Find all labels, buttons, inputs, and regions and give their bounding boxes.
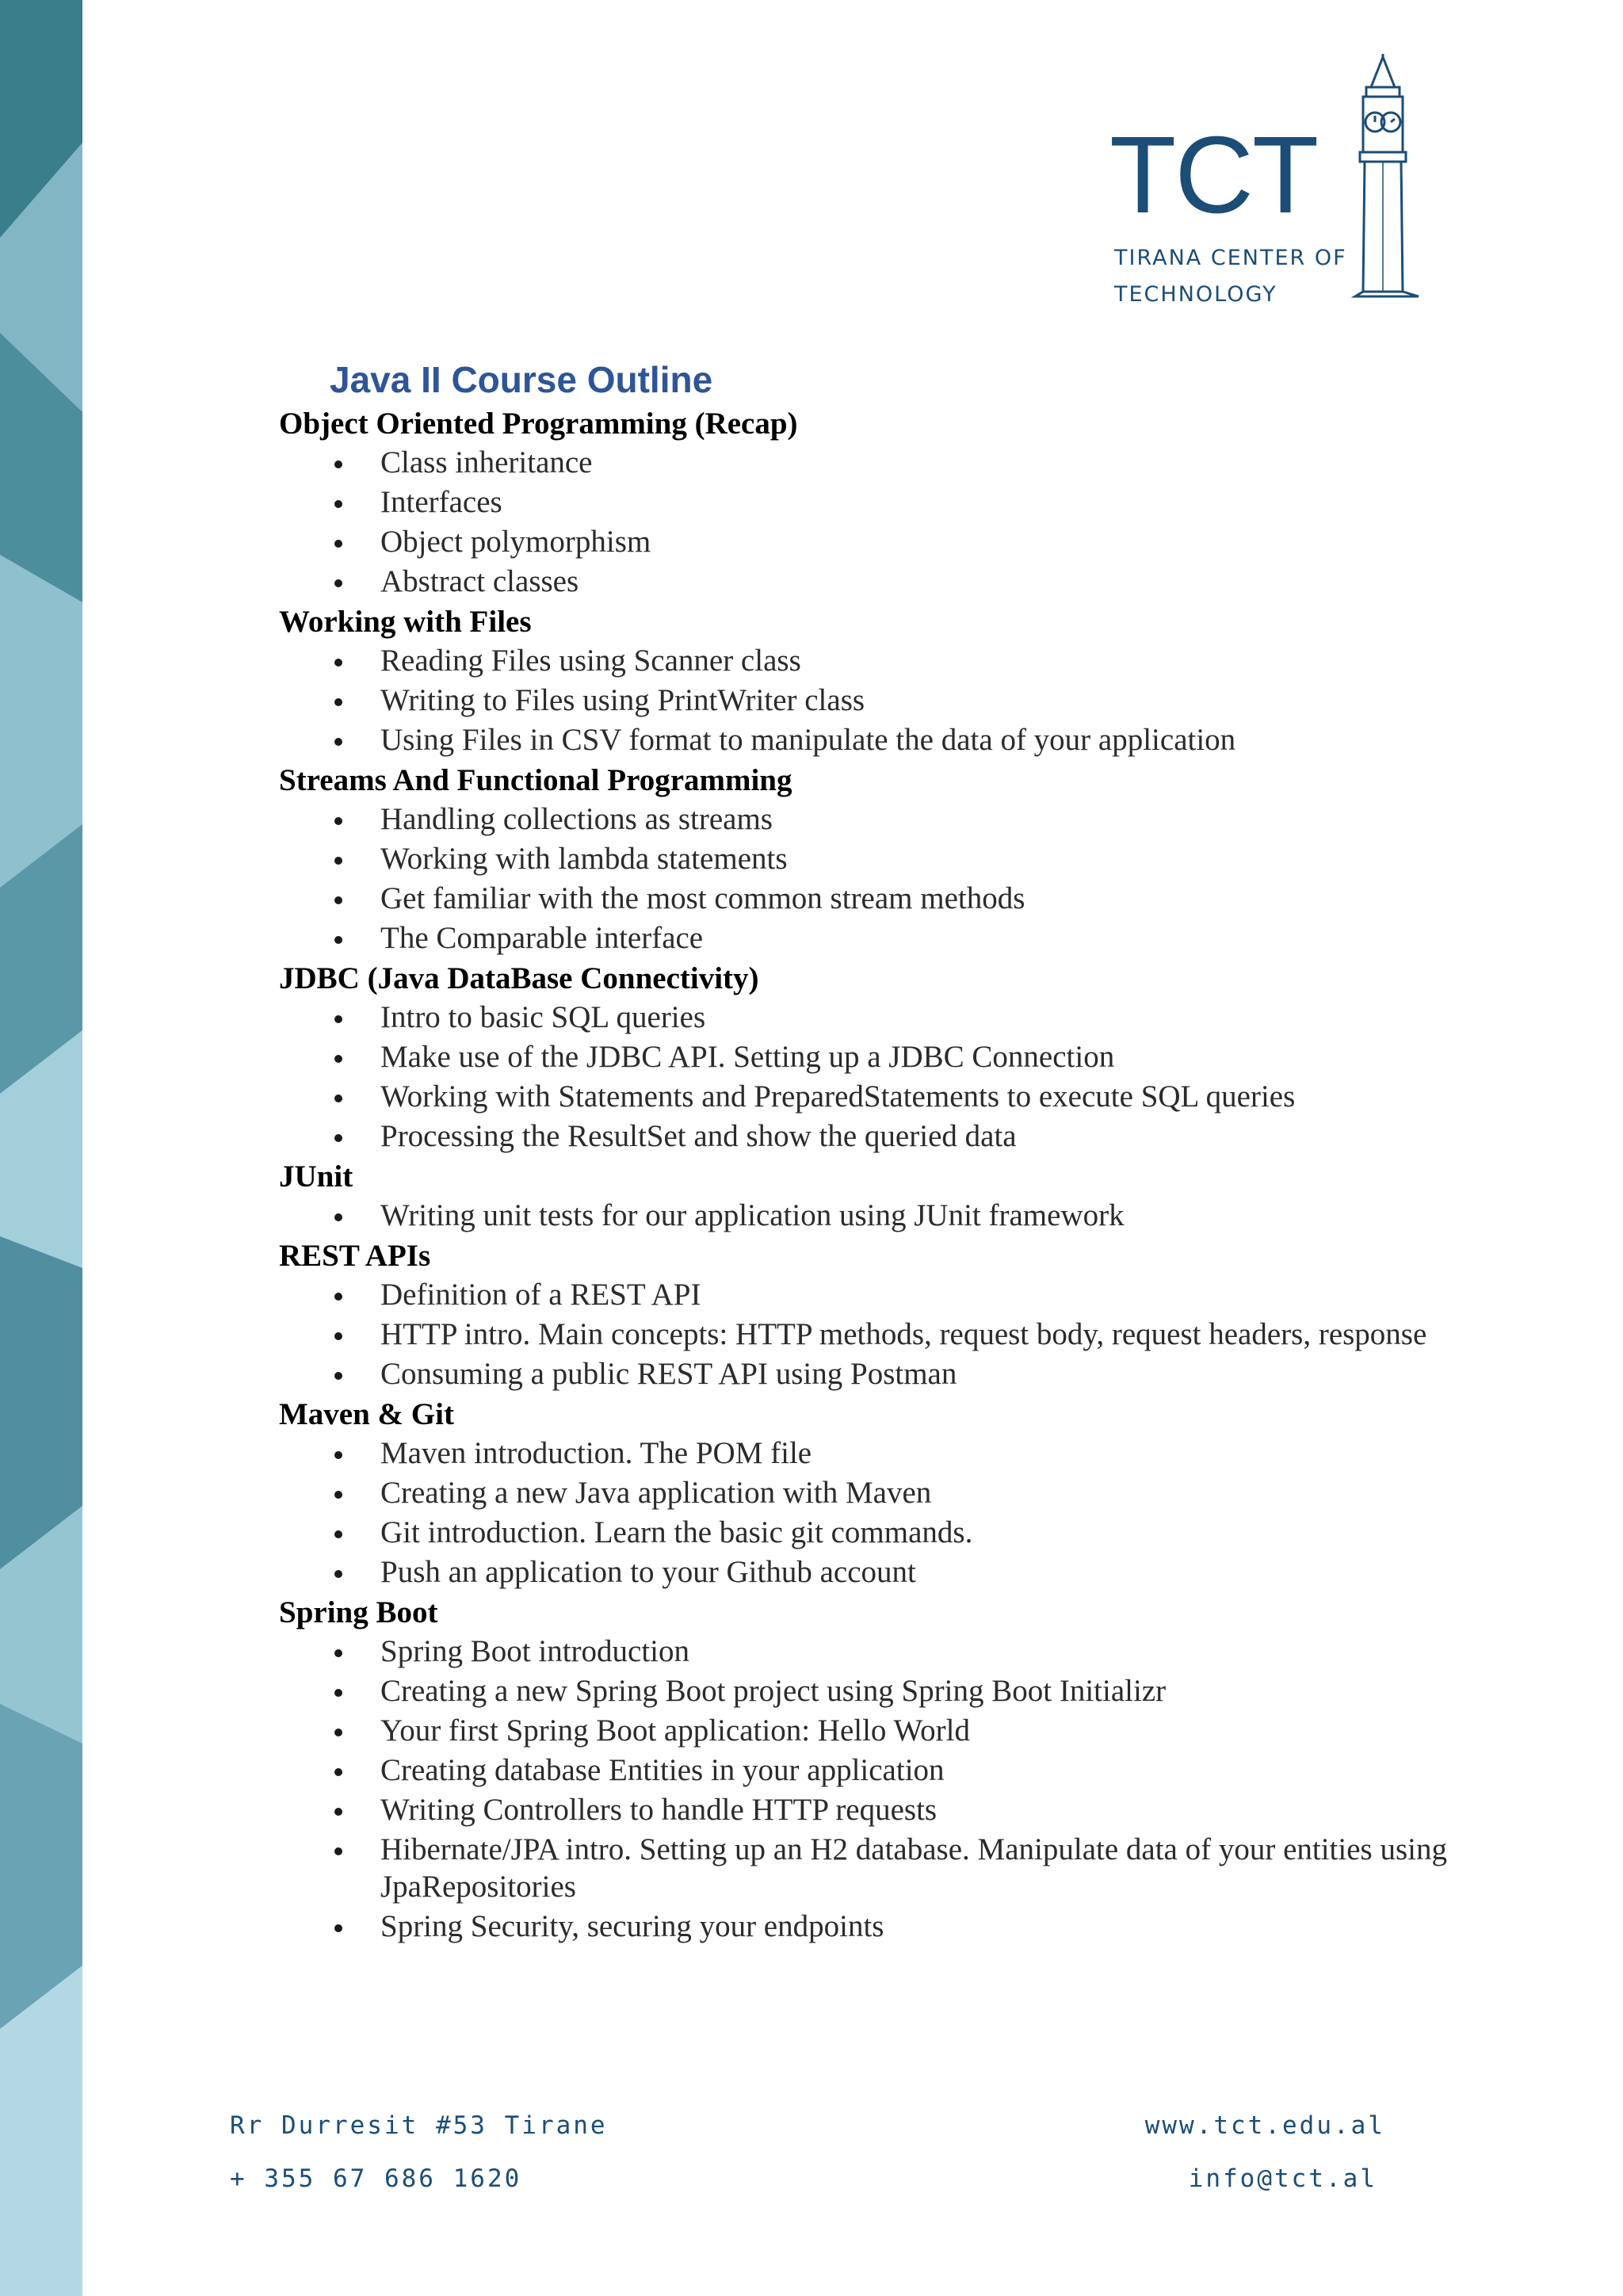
bullet-icon [334, 579, 342, 587]
section-heading: Streams And Functional Programming [279, 763, 792, 797]
list-item-text: Creating a new Spring Boot project using Spring Boot Initializr [380, 1674, 1167, 1708]
list-item [279, 1712, 1515, 1752]
footer-email-link[interactable]: info@tct.al [1188, 2164, 1377, 2193]
list-item [279, 1752, 1515, 1791]
logo-wordmark: TCT [1109, 114, 1318, 236]
topic-list [279, 1435, 1515, 1593]
bullet-icon [334, 1808, 342, 1816]
section-oop [279, 404, 1515, 602]
list-item-text: Get familiar with the most common stream methods [380, 881, 1025, 915]
list-item-text: Abstract classes [380, 564, 579, 598]
footer-address: Rr Durresit #53 Tirane [230, 2111, 608, 2140]
section-files [279, 602, 1515, 761]
bullet-icon [334, 1015, 342, 1023]
list-item [279, 1276, 1515, 1316]
bullet-icon [334, 1491, 342, 1499]
list-item-text: The Comparable interface [380, 921, 704, 955]
bullet-icon [334, 1729, 342, 1736]
list-item-text: Interfaces [380, 485, 502, 519]
list-item [279, 1355, 1515, 1395]
section-heading: Maven & Git [279, 1397, 454, 1431]
list-item [279, 1197, 1515, 1236]
list-item [279, 1117, 1515, 1157]
page-title: Java II Course Outline [330, 359, 713, 400]
section-heading: Spring Boot [279, 1595, 438, 1629]
list-item [279, 919, 1515, 959]
list-item [279, 523, 1515, 563]
topic-list [279, 800, 1515, 959]
list-item [279, 1316, 1515, 1355]
bullet-icon [334, 1134, 342, 1142]
bullet-icon [334, 460, 342, 468]
bullet-icon [334, 1293, 342, 1301]
list-item [279, 1672, 1515, 1712]
bullet-icon [334, 936, 342, 944]
list-item-text: Writing to Files using PrintWriter class [380, 683, 865, 717]
section-heading: Object Oriented Programming (Recap) [279, 407, 798, 441]
section-junit [279, 1157, 1515, 1236]
list-item-text: Object polymorphism [380, 525, 651, 559]
bullet-icon [334, 500, 342, 508]
list-item [279, 880, 1515, 919]
list-item [279, 1435, 1515, 1474]
bullet-icon [334, 1055, 342, 1063]
tct-logo [1102, 48, 1434, 317]
list-item [279, 721, 1515, 761]
list-item [279, 563, 1515, 602]
logo-subtitle-line2: TECHNOLOGY [1114, 282, 1277, 307]
topic-list [279, 444, 1515, 602]
list-item-text: Maven introduction. The POM file [380, 1436, 812, 1470]
course-outline [279, 355, 1515, 1947]
list-item [279, 1553, 1515, 1593]
list-item-text: Using Files in CSV format to manipulate the data of your application [380, 723, 1236, 757]
list-item [279, 642, 1515, 682]
list-item-text: Writing unit tests for our application using JUnit framework [380, 1198, 1125, 1232]
list-item [279, 800, 1515, 840]
footer-phone: + 355 67 686 1620 [230, 2164, 522, 2193]
bullet-icon [334, 857, 342, 865]
section-heading: Working with Files [279, 605, 532, 639]
bullet-icon [334, 1095, 342, 1102]
list-item [279, 1078, 1515, 1117]
list-item [279, 682, 1515, 721]
list-item-text: Your first Spring Boot application: Hello World [380, 1713, 970, 1748]
bullet-icon [334, 1213, 342, 1221]
list-item-text: Creating a new Java application with Maven [380, 1476, 932, 1510]
bullet-icon [334, 1847, 342, 1855]
section-rest-apis [279, 1236, 1515, 1395]
list-item [279, 999, 1515, 1038]
section-spring-boot [279, 1593, 1515, 1947]
topic-list [279, 1276, 1515, 1395]
section-jdbc [279, 959, 1515, 1157]
list-item [279, 483, 1515, 523]
list-item-text: Processing the ResultSet and show the queried data [380, 1119, 1017, 1153]
bullet-icon [334, 1768, 342, 1776]
list-item [279, 1514, 1515, 1553]
bullet-icon [334, 1372, 342, 1380]
list-item-text: Hibernate/JPA intro. Setting up an H2 database. Manipulate data of your entities using JpaRepositories [380, 1832, 1447, 1904]
bullet-icon [334, 1570, 342, 1578]
list-item-text: Spring Boot introduction [380, 1634, 689, 1668]
list-item-text: Push an application to your Github account [380, 1555, 916, 1589]
bullet-icon [334, 698, 342, 706]
list-item [279, 1038, 1515, 1078]
list-item-text: Reading Files using Scanner class [380, 644, 801, 678]
list-item [279, 1831, 1515, 1908]
bullet-icon [334, 540, 342, 548]
bullet-icon [334, 1332, 342, 1340]
section-heading: JDBC (Java DataBase Connectivity) [279, 961, 759, 995]
bullet-icon [334, 738, 342, 746]
list-item-text: Intro to basic SQL queries [380, 1000, 706, 1034]
topic-list [279, 1197, 1515, 1236]
bullet-icon [334, 1451, 342, 1459]
list-item-text: Creating database Entities in your application [380, 1753, 945, 1787]
bullet-icon [334, 896, 342, 904]
list-item [279, 1633, 1515, 1672]
list-item [279, 1474, 1515, 1514]
list-item-text: Consuming a public REST API using Postman [380, 1357, 957, 1391]
list-item-text: Spring Security, securing your endpoints [380, 1909, 884, 1943]
section-heading: JUnit [279, 1159, 353, 1194]
list-item-text: Handling collections as streams [380, 802, 773, 836]
list-item-text: Class inheritance [380, 445, 593, 479]
bullet-icon [334, 817, 342, 825]
topic-list [279, 642, 1515, 761]
logo-subtitle-line1: TIRANA CENTER OF [1114, 246, 1347, 270]
topic-list [279, 1633, 1515, 1947]
bullet-icon [334, 1649, 342, 1657]
topic-list [279, 999, 1515, 1157]
bullet-icon [334, 1689, 342, 1697]
list-item-text: Writing Controllers to handle HTTP requests [380, 1793, 938, 1827]
clock-tower-icon [1339, 54, 1426, 308]
decorative-side-band [0, 0, 82, 2296]
list-item-text: Make use of the JDBC API. Setting up a JDBC Connection [380, 1040, 1115, 1074]
list-item-text: HTTP intro. Main concepts: HTTP methods, request body, request headers, response [380, 1317, 1427, 1351]
bullet-icon [334, 659, 342, 667]
list-item-text: Working with Statements and PreparedStatements to execute SQL queries [380, 1079, 1296, 1114]
section-streams [279, 761, 1515, 959]
bullet-icon [334, 1530, 342, 1538]
list-item-text: Working with lambda statements [380, 842, 788, 876]
list-item [279, 840, 1515, 880]
list-item-text: Git introduction. Learn the basic git commands. [380, 1515, 973, 1549]
section-maven-git [279, 1395, 1515, 1593]
list-item [279, 444, 1515, 483]
section-heading: REST APIs [279, 1239, 431, 1273]
bullet-icon [334, 1924, 342, 1932]
list-item [279, 1908, 1515, 1947]
list-item [279, 1791, 1515, 1831]
list-item-text: Definition of a REST API [380, 1278, 701, 1312]
footer-website-link[interactable]: www.tct.edu.al [1144, 2111, 1385, 2140]
